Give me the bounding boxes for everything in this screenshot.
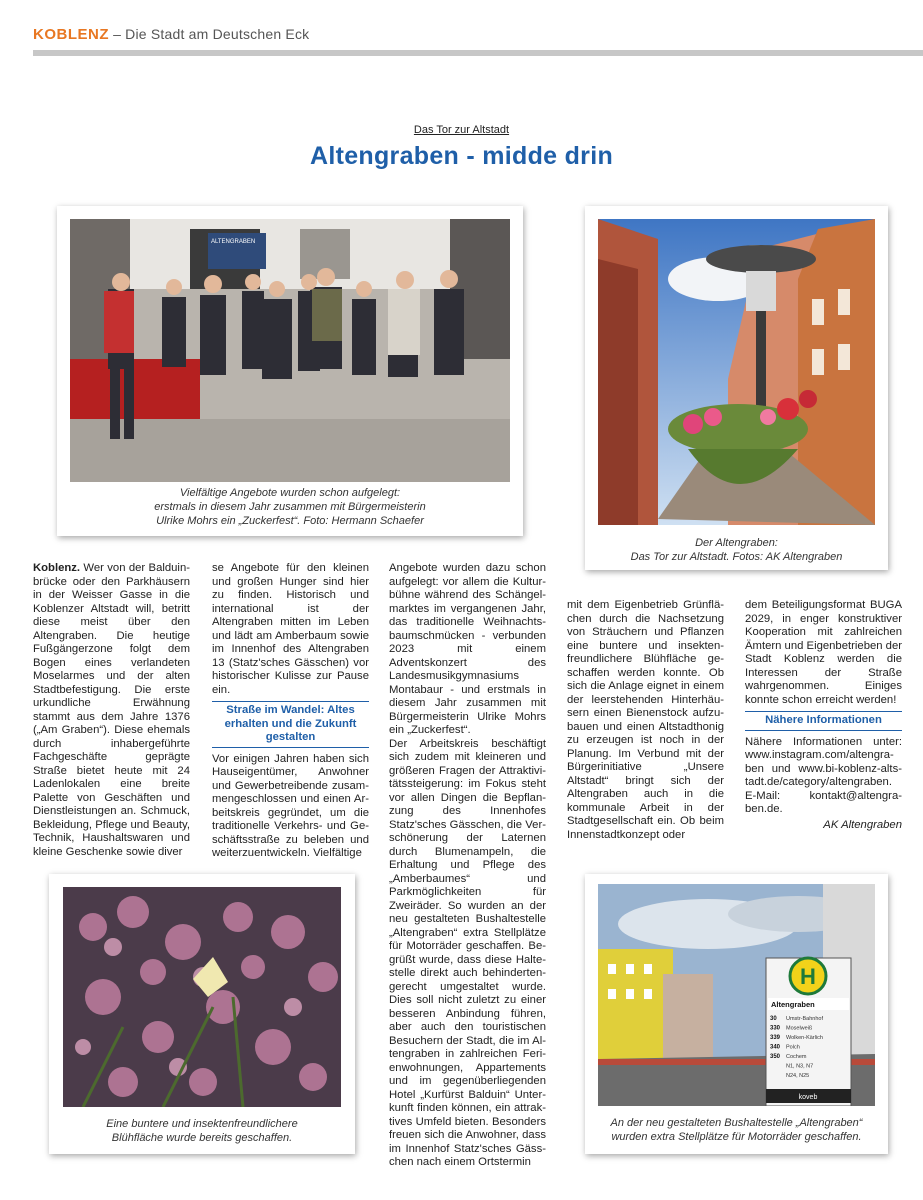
busstop-sign-name: Altengraben xyxy=(771,1000,815,1009)
banner-text: ALTENGRABEN xyxy=(211,239,256,245)
busstop-route-destination: Moselweiß xyxy=(786,1025,813,1032)
article-col5-text2: Nähere Informationen unter: www.instagram.com/altengraben und www.bi-koblenz-altstadt.de/category/altengraben. E-Mail: kontakt@altengraben.de. xyxy=(745,735,902,815)
busstop-sign-operator: koveb xyxy=(798,1094,818,1101)
flowers-photo xyxy=(63,887,341,1107)
street-photo xyxy=(598,219,875,525)
article-column-5 xyxy=(745,599,902,832)
group-photo-frame xyxy=(57,206,523,536)
busstop-photo-frame xyxy=(585,874,888,1154)
header-subtitle: – Die Stadt am Deutschen Eck xyxy=(113,26,310,42)
busstop-route-destination: N1, N3, N7 xyxy=(786,1063,814,1070)
article-kicker: Das Tor zur Altstadt xyxy=(413,124,510,136)
flowers-photo-caption: Eine buntere und insektenfreundlichere Blühfläche wurde bereits geschaffen. xyxy=(106,1118,298,1144)
article-column-4 xyxy=(567,599,724,842)
page-header xyxy=(33,26,309,43)
article-title: Altengraben - midde drin xyxy=(309,142,614,170)
article-lead: Koblenz. xyxy=(33,562,81,574)
article-col3-text1: Angebote wurden dazu schon aufgelegt: vor allem die Kulturbühne während des Schängelmarktes im vergangenen Jahr, das traditionelle Weihnachtsbaumschmücken - verbunden 2023 mit einem Adventskonzert des Landesmusikgymnasiums Montabaur - und erstmals in diesem Jahr zusammen mit Bürgermeisterin Ulrike Mohrs ein „Zuckerfest“. xyxy=(389,562,546,736)
header-divider xyxy=(33,50,923,56)
busstop-route-destination: N24, N25 xyxy=(786,1073,810,1079)
busstop-route-number: 330 xyxy=(770,1025,781,1032)
header-brand: KOBLENZ xyxy=(33,26,109,43)
group-photo-caption: Vielfältige Angebote wurden schon aufgelegt: erstmals in diesem Jahr zusammen mit Bürgermeisterin Ulrike Mohrs ein „Zuckerfest“. Foto: Hermann Schaefer xyxy=(154,487,426,527)
street-photo-frame xyxy=(585,206,888,570)
article-col2-text1: se Angebote für den kleinen und großen Hunger sind hier zu finden. Historisch und international ist der Altengraben mitten im Leben und lädt am Amberbaum sowie im Innenhof des Altengraben 13 (Statz'sches Gässchen) vor historischer Kulisse zur Pause ein. xyxy=(212,562,369,696)
busstop-route-destination: Umstr-Bahnhof xyxy=(786,1016,823,1022)
article-col1-text: Wer von der Balduinbrücke oder den Parkhäusern in der Weisser Gasse in die Koblenzer Altstadt will, betritt diese meist über den Altengraben. Die heutige Fußgängerzone folgt dem Bogen eines verlandeten Moselarmes und der alten Stadtbefestigung. Die erste urkundliche Erwähnung stammt aus dem Jahre 1376 („Am Graben“). Diese ehemals durch inhabergeführte Fachgeschäfte geprägte Straße bietet heute mit 24 Ladenlokalen eine breite Palette von Geschäften und Dienstleistungen an. Schmuck, Bekleidung, Pflege und Beauty, Technik, Haushaltswaren und kleine Geschenke sowie diver xyxy=(33,562,190,858)
article-column-2 xyxy=(212,562,369,861)
article-col2-text2: Vor einigen Jahren haben sich Hauseigentümer, Anwohner und Gewerbetreibende zusammengeschlossen und einen Arbeitskreis gegründet, um die traditionelle Verkehrs- und Geschäftsstraße zu beleben und weiterzuentwickeln. Vielfältige xyxy=(212,752,369,859)
article-col4-text: mit dem Eigenbetrieb Grünflächen durch die Nachsetzung von Sträuchern und Pflanzen eine buntere und insektenfreundlichere Blühfläche geschaffen werden konnte. Ob sich die Anlage eignet in einem der leerstehenden Hinterhäusern einen Bienenstock aufzubauen und einen Altstadthonig zu erzeugen ist noch in der Planung. Im Verbund mit der Bürgerinitiative „Unsere Altstadt“ bringt sich der Altengraben auch in die kommunale Arbeit in der Stadtgesellschaft ein. Ob beim Innenstadtkonzept oder xyxy=(567,599,724,841)
group-photo xyxy=(70,219,510,482)
article-col5-text1: dem Beteiligungsformat BUGA 2029, in enger konstruktiver Kooperation mit zahlreichen Ämtern und Eigenbetrieben der Stadt Koblenz werden die Interessen der Straße wahrgenommen. Einiges konnte schon erreicht werden! xyxy=(745,599,903,706)
article-signature: AK Altengraben xyxy=(823,818,902,831)
busstop-photo-caption: An der neu gestalteten Bushaltestelle „Altengraben“ wurden extra Stellplätze für Motorräder geschaffen. xyxy=(610,1117,863,1143)
busstop-route-destination: Cochem xyxy=(786,1054,807,1060)
busstop-route-destination: Wolken-Kärlich xyxy=(786,1035,823,1041)
flowers-photo-frame xyxy=(49,874,355,1154)
street-photo-caption: Der Altengraben: Das Tor zur Altstadt. Fotos: AK Altengraben xyxy=(630,537,843,563)
busstop-route-destination: Polch xyxy=(786,1044,800,1051)
busstop-route-number: 340 xyxy=(770,1044,781,1051)
busstop-sign-letter: H xyxy=(800,964,816,989)
subheading-naehere-informationen: Nähere Informationen xyxy=(745,711,902,731)
article-column-3 xyxy=(389,562,546,1170)
busstop-photo xyxy=(598,884,875,1106)
article-column-1 xyxy=(33,562,190,859)
busstop-route-number: 30 xyxy=(770,1016,777,1022)
article-col3-text2: Der Arbeitskreis beschäftigt sich zudem mit kleineren und größeren Fragen der Attraktivitätssteigerung: im Fokus steht vor allen Dingen die Bepflanzung des Innenhofes Statz'sches Gässchen, die Verschönerung der Laternen durch Blumenampeln, die Erhaltung und Pflege des „Amberbaumes“ und Parkmöglichkeiten für Zweiräder. So wurden an der neu gestalteten Bushaltestelle „Altengraben“ extra Stellplätze für Motorräder geschaffen. Begrüßt wurde, dass diese Haltestelle direkt auch behindertengerecht umgestaltet wurde. Dies soll nicht zuletzt zu einer besseren Anbindung führen, aber auch den touristischen Besuchern der Stadt, die im Altengraben in zahlreichen Ferienwohnungen, Appartements und im gegenüberliegenden Hotel „Kurfürst Balduin“ Unterkunft finden können, ein attraktives Umfeld bieten. Besonders freuen sich die Anwohner, dass im Innenhof Statz'sches Gässchen nach einem Ortstermin xyxy=(389,737,546,1168)
busstop-route-number: 339 xyxy=(770,1035,781,1041)
subheading-strasse-im-wandel: Straße im Wandel: Altes erhalten und die Zukunft gestalten xyxy=(212,701,369,748)
busstop-route-number: 350 xyxy=(770,1054,781,1060)
